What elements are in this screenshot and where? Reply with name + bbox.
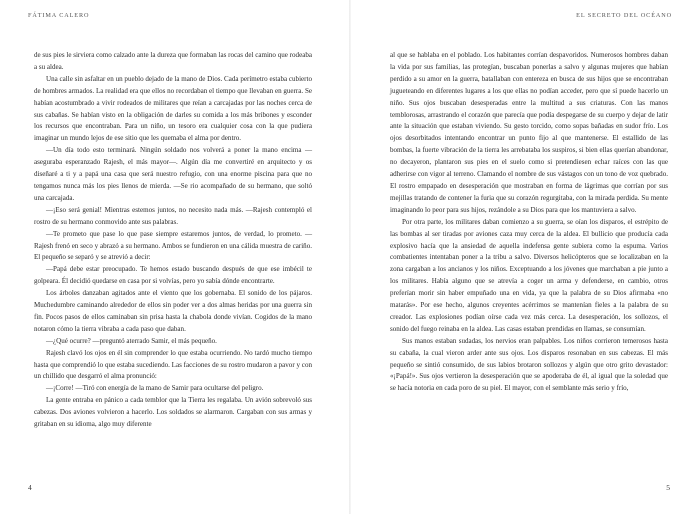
paragraph: de sus pies le sirviera como calzado ante la dureza que formaban las rocas del camino que rodeaba a su aldea. [34,51,312,71]
paragraph: Los árboles danzaban agitados ante el viento que los gobernaba. El sonido de los pájaros. Muchedumbre caminando alrededor de ellos sin poder ver a dos almas heridas por una guerra sin fin. Pocos pasos de ellos caminaban sin prisa hasta la chabola donde vivían. Cogidos de la mano notaron cómo la tierra vibraba a cada paso que daban. [34,289,312,333]
paragraph: La gente entraba en pánico a cada temblor que la Tierra les regalaba. Un avión sobrevoló sus cabezas. Dos aviones volvieron a hacerlo. Los soldados se alarmaron. Cargaban con sus armas y gritaban en su idioma, algo muy diferente [34,396,312,429]
paragraph: Sus manos estaban sudadas, los nervios eran palpables. Los niños corrieron temerosos hasta su cabaña, la cual vieron arder ante sus ojos. Los disparos resonaban en sus cabezas. El más pequeño se sintió consumido, de sus labios brotaron sollozos y algún que otro grito devastador: «¡Papá!». Sus ojos vertieron la desesperación que se apoderaba de él, al igual que la soledad que se hacía notoria en cada poro de su piel. El mayor, con el semblante más serio y frío, [390,336,668,393]
paragraph: Por otra parte, los militares daban comienzo a su guerra, se oían los disparos, el estrépito de las bombas al ser tiradas por aviones caza muy cerca de la aldea. El bullicio que producía cada explosivo hacía que la ansiedad de aquella indefensa gente subiera como la espuma. Varios combatientes intentaban poner a la tribu a salvo. Diversos helicópteros que se localizaban en la zona cargaban a los ancianos y los niños. Exceptuando a los jóvenes que marchaban a pie junto a los militares. Había alguno que se atrevía a coger un arma y defenderse, en cambio, otros preferían morir sin haber empuñado una en vida, ya que la palabra de su Dios afirmaba «no matarás». Por ese hecho, algunos creyentes acérrimos se mantenían fieles a la palabra de su creador. Las explosiones podían oírse cada vez más cerca. La desesperación, los sollozos, el sonido del fuego reinaba en la aldea. Las casas estaban prendidas en llamas, se consumían. [390,217,668,333]
right-page [350,0,700,514]
paragraph: —Te prometo que pase lo que pase siempre estaremos juntos, de verdad, lo prometo. —Rajesh frenó en seco y abrazó a su hermano. Ambos se fundieron en una cálida muestra de cariño. El pequeño se separó y se atrevió a decir: [34,229,312,262]
paragraph: Una calle sin asfaltar en un pueblo dejado de la mano de Dios. Cada perímetro estaba cubierto de hombres armados. La realidad era que ellos no recordaban el tiempo que llevaban en guerra. Se habían acostumbrado a vivir rodeados de militares que reían a carcajadas por las noches cerca de sus cabañas. Se habían visto en la obligación de darles su comida a los más bribones y esconder los recursos que encontraban. Para un niño, un tesoro era cualquier cosa con la que pudiera imaginar un mundo lejos de ese sitio que les quemaba el alma por dentro. [34,74,312,143]
paragraph: —Papá debe estar preocupado. Te hemos estado buscando después de que ese imbécil te golpeara. Él decidió quedarse en casa por si volvías, pero yo sabía dónde encontrarte. [34,265,312,286]
left-page-body [34,50,312,431]
page-number: 5 [666,483,670,492]
running-head-author: FÁTIMA CALERO [28,12,90,19]
paragraph: Rajesh clavó los ojos en él sin comprender lo que estaba ocurriendo. No tardó mucho tiempo hasta que comprendió lo que estaba sucediendo. Las facciones de su rostro mudaron a pavor y con un chillido que desgarró el alma pronunció: [34,348,312,381]
paragraph: —¡Corre! —Tiró con energía de la mano de Samir para ocultarse del peligro. [46,384,264,393]
paragraph: —¡Eso será genial! Mientras estemos juntos, no necesito nada más. —Rajesh contempló el rostro de su hermano conmovido ante sus palabras. [34,205,312,226]
right-page-body [390,50,668,395]
running-head-title: EL SECRETO DEL OCÉANO [576,12,672,19]
page-number: 4 [28,483,32,492]
paragraph: —¿Qué ocurre? —preguntó aterrado Samir, el más pequeño. [46,336,217,345]
paragraph: al que se hablaba en el poblado. Los habitantes corrían despavoridos. Numerosos hombres daban la vida por sus familias, las protegían, buscaban ponerlas a salvo y algunas mujeres que habían perdido a su amor en la guerra, batallaban con entereza en busca de sus hijos que se encontraban jugueteando en diferentes lugares a los que ellas no podían acceder, pero que sí puede hacerlo un niño. Sus ojos buscaban desesperadas entre la multitud a sus criaturas. Con las manos temblorosas, arrastrando el corazón que parecía que podía despegarse de su cuerpo y dejar de latir ante la situación que estaban viviendo. Su gesto torcido, como sopas bañadas en sudor frío. Los ojos desorbitados intentando encontrar un punto fijo al que mantenerse. El estallido de las bombas, la fuerte vibración de la tierra les arrebataba los suspiros, si bien ellas querían abandonar, no decayeron, plantaron sus pies en el suelo como si pretendiesen echar raíces con las que adherirse con vigor al terreno. Clamando el nombre de sus vástagos con un tono de voz quebrado. El rostro empapado en desesperación que mostraban en forma de lágrimas que corrían por sus mejillas tratando de contener la furia que su corazón regurgitaba, con la mirada perdida. Su mente imaginando lo peor para sus hijos, rezándole a su Dios para que los mantuviera a salvo. [390,51,668,214]
paragraph: —Un día todo esto terminará. Ningún soldado nos volverá a poner la mano encima —aseguraba esperanzado Rajesh, el más mayor—. Algún día me convertiré en arquitecto y os diseñaré a ti y a papá una casa que será nuestro refugio, con una enorme piscina para que no tengamos nunca más los pies llenos de mierda. —Se rio acompañado de su hermano, que soltó una carcajada. [34,146,312,202]
